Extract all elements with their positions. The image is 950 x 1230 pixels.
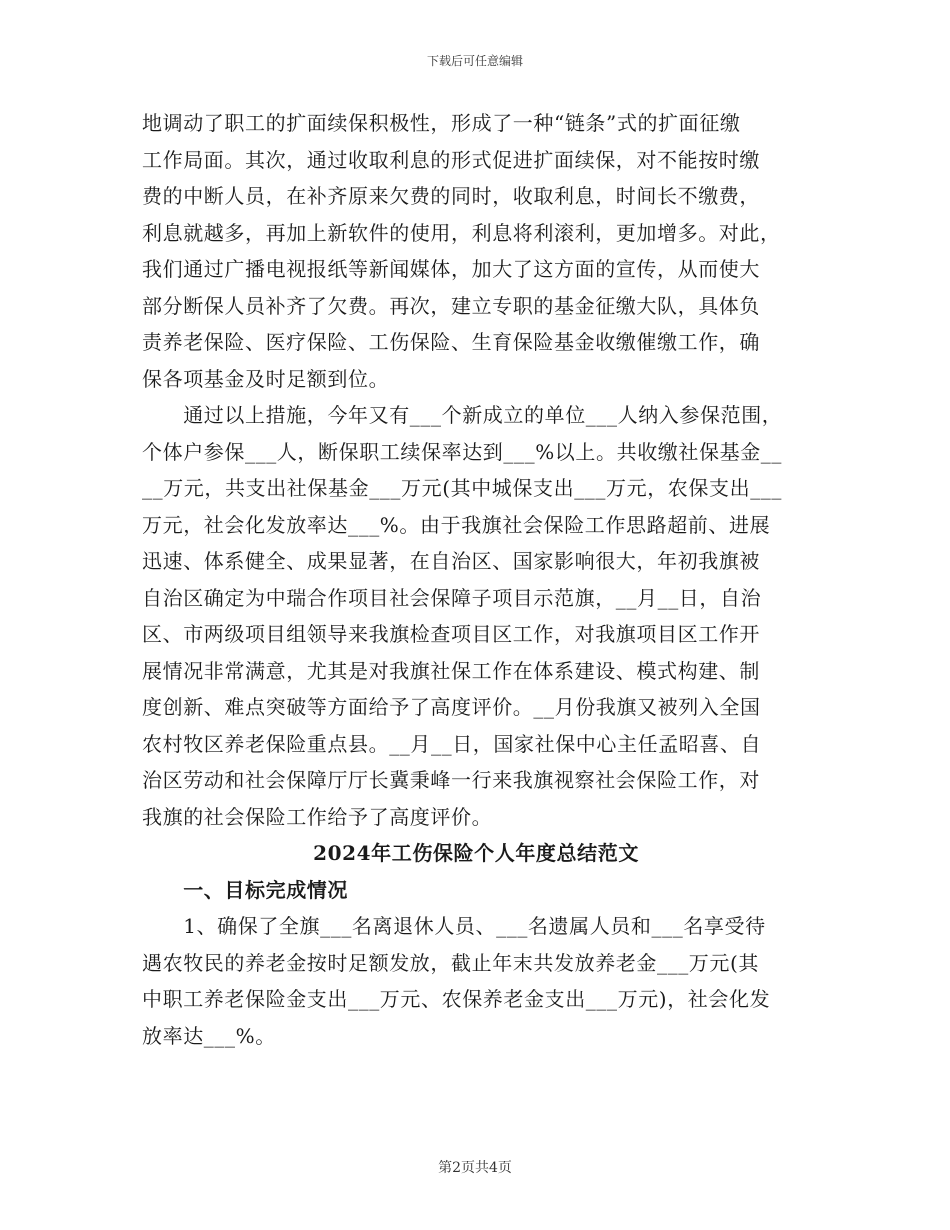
body-line: 部分断保人员补齐了欠费。再次，建立专职的基金征缴大队，具体负	[142, 293, 760, 318]
section-line: 放率达___%。	[142, 1023, 276, 1048]
body-line: 自治区确定为中瑞合作项目社会保障子项目示范旗，__月__日，自治	[142, 585, 762, 610]
body-line: 我们通过广播电视报纸等新闻媒体，加大了这方面的宣传，从而使大	[142, 257, 760, 281]
body-line: 迅速、体系健全、成果显著，在自治区、国家影响很大，年初我旗被	[142, 549, 760, 573]
document-body	[142, 105, 810, 1054]
body-line: 费的中断人员，在补齐原来欠费的同时，收取利息，时间长不缴费，	[142, 184, 760, 208]
section-line: 中职工养老保险金支出___万元、农保养老金支出___万元)，社会化发	[142, 987, 771, 1011]
body-line: 度创新、难点突破等方面给予了高度评价。__月份我旗又被列入全国	[142, 695, 761, 719]
body-line: 农村牧区养老保险重点县。__月__日，国家社保中心主任孟昭喜、自	[142, 731, 762, 756]
page-footer: 第2页共4页	[438, 1160, 512, 1176]
body-line: 保各项基金及时足额到位。	[142, 366, 390, 391]
body-line: 个体户参保___人，断保职工续保率达到___%以上。共收缴社保基金__	[142, 439, 783, 464]
section-heading: 一、目标完成情况	[142, 877, 348, 902]
body-line: 责养老保险、医疗保险、工伤保险、生育保险基金收缴催缴工作，确	[142, 330, 760, 354]
body-line: 通过以上措施，今年又有___个新成立的单位___人纳入参保范围，	[142, 403, 783, 427]
body-line: 利息就越多，再加上新软件的使用，利息将利滚利，更加增多。对此，	[142, 220, 781, 245]
body-line: 地调动了职工的扩面续保积极性，形成了一种“链条”式的扩面征缴	[142, 111, 741, 135]
body-line: __万元，共支出社保基金___万元(其中城保支出___万元，农保支出___	[142, 476, 783, 500]
body-line: 区、市两级项目组领导来我旗检查项目区工作，对我旗项目区工作开	[142, 622, 760, 646]
body-line: 我旗的社会保险工作给予了高度评价。	[142, 804, 493, 829]
body-line: 工作局面。其次，通过收取利息的形式促进扩面续保，对不能按时缴	[142, 147, 760, 172]
body-line: 治区劳动和社会保障厅厅长冀秉峰一行来我旗视察社会保险工作，对	[142, 768, 760, 792]
body-line: 展情况非常满意，尤其是对我旗社保工作在体系建设、模式构建、制	[142, 658, 760, 683]
page-header: 下载后可任意编辑	[426, 54, 523, 68]
body-line: 万元，社会化发放率达___%。由于我旗社会保险工作思路超前、进展	[142, 512, 771, 537]
document-title: 2024年工伤保险个人年度总结范文	[313, 841, 639, 865]
section-line: 1、确保了全旗___名离退休人员、___名遗属人员和___名享受待	[142, 914, 766, 938]
section-line: 遇农牧民的养老金按时足额发放，截止年末共发放养老金___万元(其	[142, 950, 760, 975]
